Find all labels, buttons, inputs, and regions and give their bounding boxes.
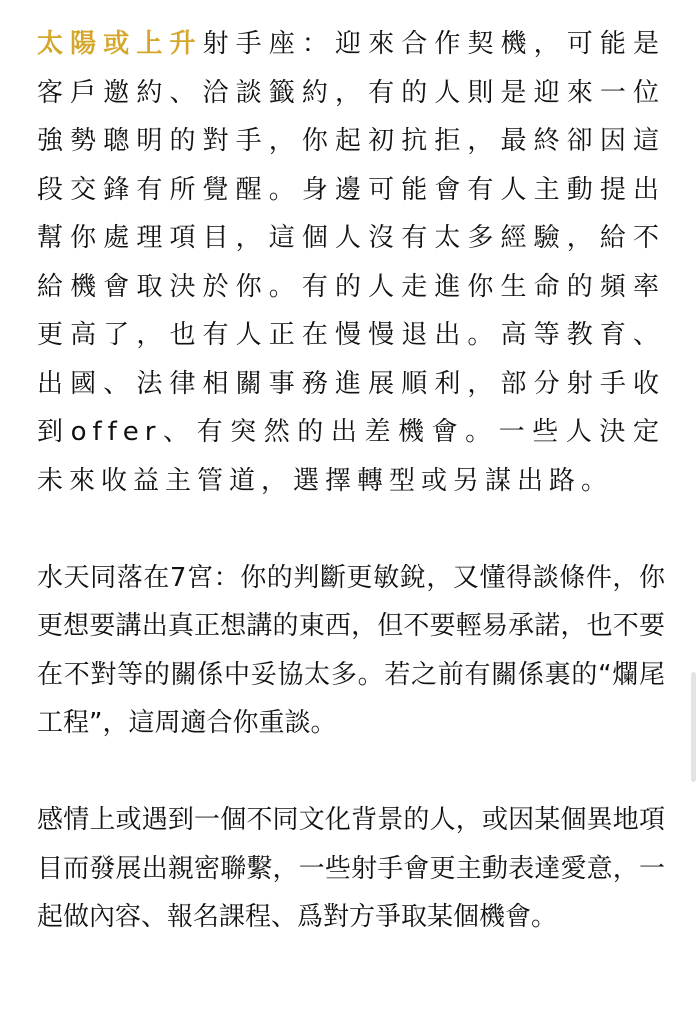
paragraph-love — [37, 796, 665, 942]
paragraph-sagittarius-sun-rising — [37, 20, 665, 505]
article-body — [37, 20, 665, 942]
highlight-heading: 太陽或上升 — [37, 29, 203, 59]
paragraph-text: 射手座：迎來合作契機，可能是客戶邀約、洽談籤約，有的人則是迎來一位強勢聰明的對手，你起初抗拒，最終卻因這段交鋒有所覺醒。身邊可能會有人主動提出幫你處理項目，這個人沒有太多經驗，給不給機會取決於你。有的人走進你生命的頻率更高了，也有人正在慢慢退出。高等教育、出國、法律相關事務進展順利，部分射手收到offer、有突然的出差機會。一些人決定未來收益主管道，選擇轉型或另謀出路。 — [37, 29, 665, 496]
paragraph-text: 感情上或遇到一個不同文化背景的人，或因某個異地項目而發展出親密聯繫，一些射手會更主動表達愛意，一起做內容、報名課程、爲對方爭取某個機會。 — [37, 805, 665, 932]
scrollbar[interactable] — [691, 672, 696, 782]
paragraph-mercury-uranus-7th-house — [37, 554, 665, 748]
paragraph-text: 水天同落在7宮：你的判斷更敏銳，又懂得談條件，你更想要講出真正想講的東西，但不要輕易承諾，也不要在不對等的關係中妥協太多。若之前有關係裏的“爛尾工程”，這周適合你重談。 — [37, 562, 665, 738]
